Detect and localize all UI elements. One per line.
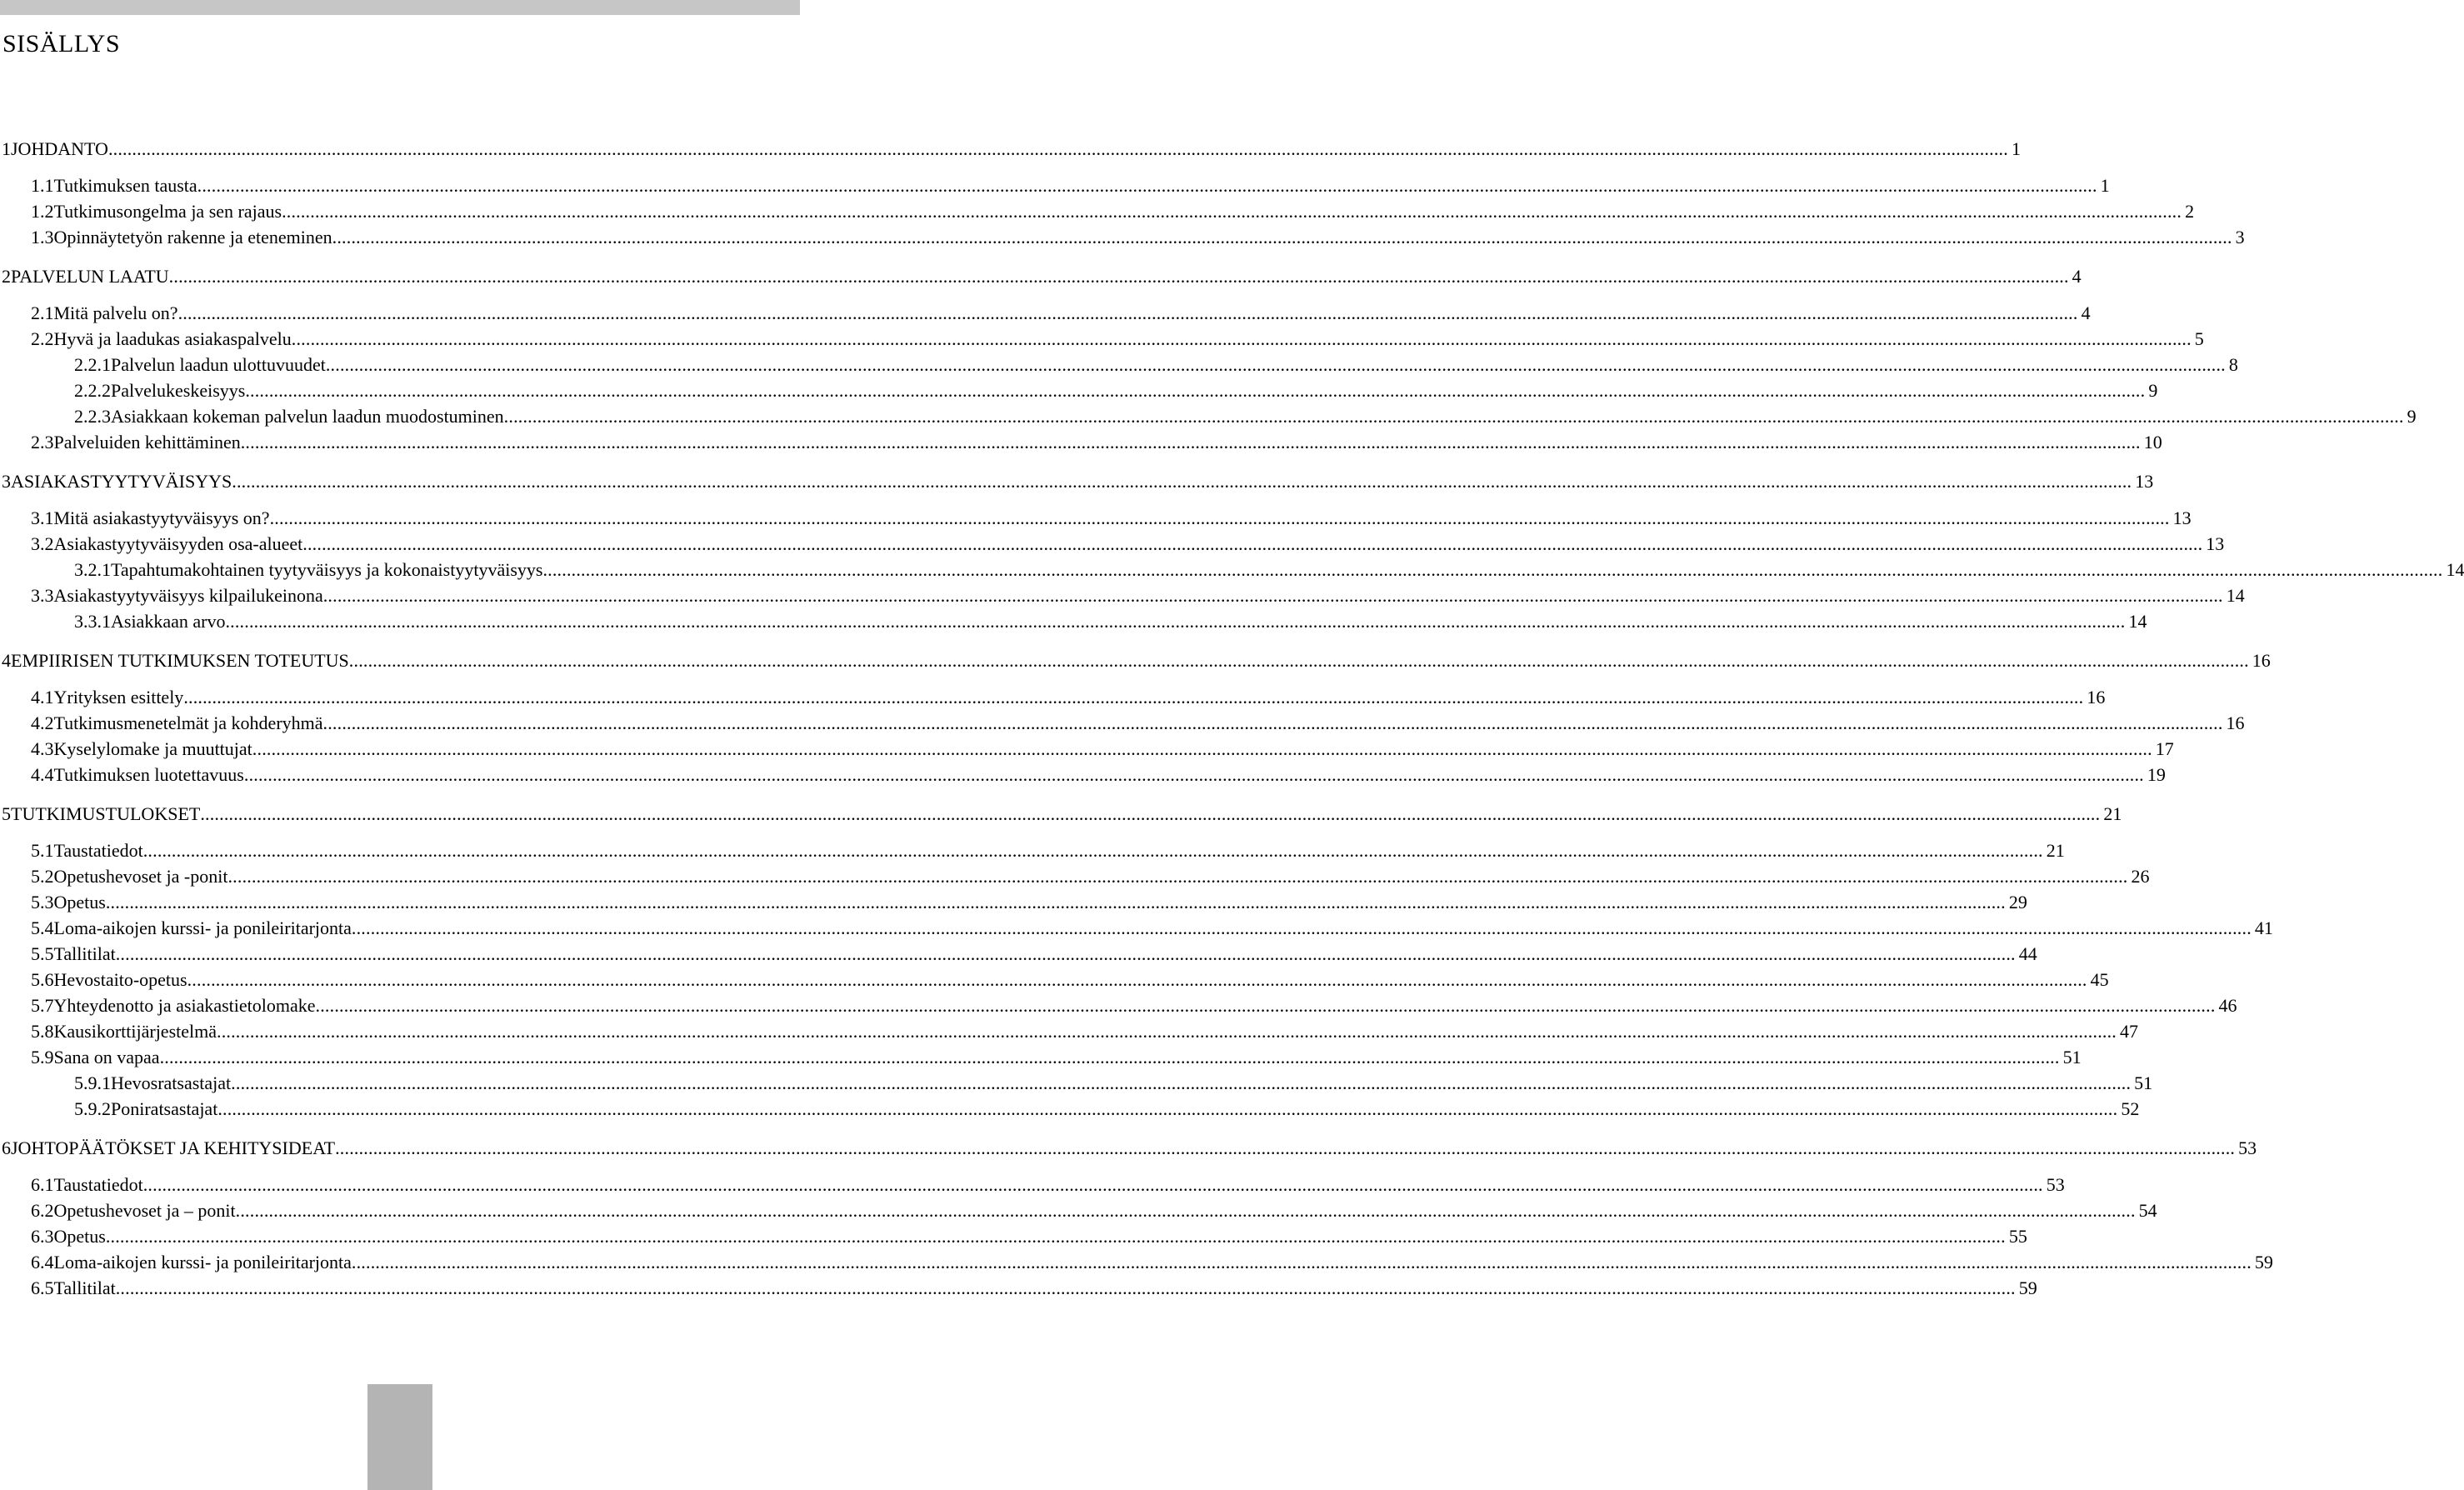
toc-dot-leader: ................................................................................................................................................................................................................................................................................................................................................................................................................ [322, 585, 2223, 606]
toc-dot-leader: ................................................................................................................................................................................................................................................................................................................................................................................................................ [105, 892, 2006, 912]
toc-entry-title: Kyselylomake ja muuttujat [53, 738, 252, 759]
toc-dot-leader: ................................................................................................................................................................................................................................................................................................................................................................................................................ [225, 611, 2126, 632]
toc-entry-number: 4.4 [31, 764, 54, 785]
toc-entry[interactable] [0, 798, 2122, 825]
toc-entry-number: 2.2 [31, 328, 54, 349]
toc-entry-number: 2.1 [31, 302, 54, 323]
toc-entry-page: 45 [2090, 969, 2109, 990]
toc-entry-page: 8 [2228, 354, 2238, 375]
toc-entry-page: 41 [2254, 918, 2273, 938]
toc-entry-page: 44 [2018, 943, 2037, 964]
toc-entry-number: 4.1 [31, 687, 54, 708]
toc-entry-title: Asiakastyytyväisyyden osa-alueet [53, 533, 303, 554]
toc-entry-page: 21 [2046, 840, 2065, 861]
toc-entry[interactable] [31, 323, 2204, 350]
toc-entry-page: 10 [2143, 432, 2162, 452]
toc-entry[interactable] [0, 1132, 2257, 1159]
toc-dot-leader: ................................................................................................................................................................................................................................................................................................................................................................................................................ [187, 969, 2087, 990]
toc-dot-leader: ................................................................................................................................................................................................................................................................................................................................................................................................................ [302, 533, 2203, 554]
toc-entry[interactable] [74, 375, 2158, 402]
toc-entry[interactable] [74, 401, 2417, 428]
toc-entry-page: 4 [2081, 302, 2091, 323]
toc-entry-title: Tutkimuksen luotettavuus [53, 764, 244, 785]
top-border-bar [0, 0, 800, 15]
toc-entry-page: 52 [2121, 1098, 2140, 1119]
toc-entry-page: 21 [2103, 803, 2122, 824]
toc-dot-leader: ................................................................................................................................................................................................................................................................................................................................................................................................................ [243, 764, 2144, 785]
toc-entry-title: Tutkimusongelma ja sen rajaus [53, 201, 282, 222]
toc-entry-title: Opetushevoset ja -ponit [53, 866, 228, 887]
toc-entry-title: Tallitilat [53, 943, 116, 964]
toc-entry-page: 3 [2235, 227, 2245, 248]
toc-entry-title: Mitä palvelu on? [53, 302, 178, 323]
toc-entry-title: Loma-aikojen kurssi- ja ponileiritarjonta [53, 918, 352, 938]
toc-entry-title: Tapahtumakohtainen tyytyväisyys ja kokonaistyytyväisyys [111, 559, 543, 580]
toc-entry-number: 3 [2, 471, 11, 492]
toc-entry-title: Tutkimusmenetelmät ja kohderyhmä [53, 712, 323, 733]
toc-entry-title: Tutkimuksen tausta [53, 175, 197, 196]
toc-entry[interactable] [31, 835, 2065, 862]
toc-dot-leader: ................................................................................................................................................................................................................................................................................................................................................................................................................ [351, 918, 2252, 938]
toc-entry[interactable] [31, 170, 2110, 197]
toc-entry-number: 5.7 [31, 995, 54, 1016]
toc-entry-page: 1 [2100, 175, 2110, 196]
toc-entry[interactable] [31, 708, 2245, 734]
toc-dot-leader: ................................................................................................................................................................................................................................................................................................................................................................................................................ [235, 1200, 2136, 1221]
toc-entry[interactable] [31, 990, 2237, 1017]
toc-entry-page: 59 [2018, 1278, 2037, 1298]
toc-entry-number: 3.3.1 [74, 611, 111, 632]
toc-entry[interactable] [0, 466, 2154, 492]
toc-entry-number: 1.2 [31, 201, 54, 222]
toc-dot-leader: ................................................................................................................................................................................................................................................................................................................................................................................................................ [177, 302, 2078, 323]
toc-entry-number: 5.3 [31, 892, 54, 912]
toc-entry-title: Asiakastyytyväisyys kilpailukeinona [53, 585, 323, 606]
toc-entry[interactable] [31, 427, 2162, 453]
toc-entry[interactable] [0, 133, 2021, 160]
toc-entry-title: Yrityksen esittely [53, 687, 184, 708]
toc-entry[interactable] [74, 554, 2464, 581]
toc-entry-page: 2 [2185, 201, 2195, 222]
toc-entry-page: 1 [2011, 138, 2021, 159]
toc-entry-title: Opinnäytetyön rakenne ja eteneminen [53, 227, 332, 248]
toc-entry-number: 1 [2, 138, 11, 159]
toc-entry-page: 46 [2218, 995, 2237, 1016]
toc-entry-number: 2.2.3 [74, 406, 111, 427]
toc-entry[interactable] [0, 261, 2082, 288]
toc-entry-number: 5.9 [31, 1047, 54, 1068]
toc-entry[interactable] [31, 912, 2273, 939]
toc-dot-leader: ................................................................................................................................................................................................................................................................................................................................................................................................................ [159, 1047, 2060, 1068]
toc-dot-leader: ................................................................................................................................................................................................................................................................................................................................................................................................................ [217, 1021, 2117, 1042]
toc-entry-number: 5.1 [31, 840, 54, 861]
toc-entry-number: 5.8 [31, 1021, 54, 1042]
toc-entry[interactable] [74, 349, 2238, 376]
toc-dot-leader: ................................................................................................................................................................................................................................................................................................................................................................................................................ [291, 328, 2192, 349]
toc-entry-number: 3.3 [31, 585, 54, 606]
toc-dot-leader: ................................................................................................................................................................................................................................................................................................................................................................................................................ [115, 943, 2016, 964]
toc-entry[interactable] [31, 964, 2109, 991]
toc-dot-leader: ................................................................................................................................................................................................................................................................................................................................................................................................................ [115, 1278, 2016, 1298]
toc-dot-leader: ................................................................................................................................................................................................................................................................................................................................................................................................................ [503, 406, 2404, 427]
toc-entry-page: 17 [2155, 738, 2174, 759]
toc-entry-number: 1.1 [31, 175, 54, 196]
toc-entry-title: Kausikorttijärjestelmä [53, 1021, 217, 1042]
toc-entry-page: 51 [2062, 1047, 2082, 1068]
toc-dot-leader: ................................................................................................................................................................................................................................................................................................................................................................................................................ [168, 266, 2069, 287]
toc-dot-leader: ................................................................................................................................................................................................................................................................................................................................................................................................................ [282, 201, 2182, 222]
toc-entry-title: JOHTOPÄÄTÖKSET JA KEHITYSIDEAT [11, 1138, 336, 1158]
toc-entry-number: 6.4 [31, 1252, 54, 1272]
toc-entry-number: 5.6 [31, 969, 54, 990]
toc-entry-page: 19 [2147, 764, 2166, 785]
toc-entry[interactable] [31, 938, 2037, 965]
toc-entry-page: 14 [2128, 611, 2147, 632]
toc-entry-page: 13 [2172, 508, 2192, 528]
toc-entry-page: 55 [2008, 1226, 2027, 1247]
toc-dot-leader: ................................................................................................................................................................................................................................................................................................................................................................................................................ [322, 712, 2223, 733]
toc-entry-title: Opetus [53, 892, 106, 912]
toc-entry-number: 6.5 [31, 1278, 54, 1298]
toc-entry-page: 54 [2138, 1200, 2157, 1221]
toc-entry-number: 2.2.2 [74, 380, 111, 401]
toc-entry-title: Taustatiedot [53, 840, 143, 861]
toc-dot-leader: ................................................................................................................................................................................................................................................................................................................................................................................................................ [245, 380, 2146, 401]
toc-entry[interactable] [0, 645, 2271, 672]
toc-entry[interactable] [74, 1068, 2153, 1094]
toc-entry-title: Asiakkaan arvo [111, 611, 226, 632]
toc-entry-page: 51 [2134, 1072, 2153, 1093]
toc-dot-leader: ................................................................................................................................................................................................................................................................................................................................................................................................................ [142, 1174, 2043, 1195]
toc-entry-page: 4 [2072, 266, 2082, 287]
toc-entry-page: 53 [2046, 1174, 2065, 1195]
toc-entry[interactable] [31, 887, 2027, 913]
toc-entry-page: 13 [2135, 471, 2154, 492]
toc-entry-page: 53 [2238, 1138, 2257, 1158]
toc-entry-number: 3.2.1 [74, 559, 111, 580]
toc-entry-title: EMPIIRISEN TUTKIMUKSEN TOTEUTUS [11, 650, 349, 671]
toc-dot-leader: ................................................................................................................................................................................................................................................................................................................................................................................................................ [348, 650, 2249, 671]
toc-entry-title: Hevosratsastajat [111, 1072, 232, 1093]
toc-entry[interactable] [31, 1169, 2065, 1196]
toc-dot-leader: ................................................................................................................................................................................................................................................................................................................................................................................................................ [107, 138, 2008, 159]
toc-entry-page: 14 [2446, 559, 2464, 580]
toc-dot-leader: ................................................................................................................................................................................................................................................................................................................................................................................................................ [197, 175, 2097, 196]
toc-entry[interactable] [31, 196, 2195, 222]
toc-dot-leader: ................................................................................................................................................................................................................................................................................................................................................................................................................ [252, 738, 2152, 759]
toc-entry-page: 5 [2194, 328, 2204, 349]
page-title: SISÄLLYS [2, 30, 121, 58]
toc-dot-leader: ................................................................................................................................................................................................................................................................................................................................................................................................................ [142, 840, 2043, 861]
toc-dot-leader: ................................................................................................................................................................................................................................................................................................................................................................................................................ [240, 432, 2141, 452]
toc-entry[interactable] [31, 580, 2245, 607]
toc-entry-number: 5.4 [31, 918, 54, 938]
toc-entry-title: Opetus [53, 1226, 106, 1247]
toc-entry-title: ASIAKASTYYTYVÄISYYS [11, 471, 232, 492]
toc-dot-leader: ................................................................................................................................................................................................................................................................................................................................................................................................................ [332, 227, 2232, 248]
toc-dot-leader: ................................................................................................................................................................................................................................................................................................................................................................................................................ [231, 1072, 2132, 1093]
toc-entry-page: 9 [2407, 406, 2417, 427]
toc-entry-number: 1.3 [31, 227, 54, 248]
toc-entry-number: 4.3 [31, 738, 54, 759]
toc-entry-number: 4.2 [31, 712, 54, 733]
toc-dot-leader: ................................................................................................................................................................................................................................................................................................................................................................................................................ [351, 1252, 2252, 1272]
toc-entry-number: 2.3 [31, 432, 54, 452]
toc-entry-number: 2.2.1 [74, 354, 111, 375]
toc-dot-leader: ................................................................................................................................................................................................................................................................................................................................................................................................................ [232, 471, 2132, 492]
toc-entry-title: Poniratsastajat [111, 1098, 218, 1119]
toc-entry-page: 16 [2226, 712, 2245, 733]
toc-dot-leader: ................................................................................................................................................................................................................................................................................................................................................................................................................ [217, 1098, 2118, 1119]
toc-entry[interactable] [31, 1247, 2273, 1273]
toc-entry-page: 59 [2254, 1252, 2273, 1272]
toc-entry[interactable] [31, 733, 2174, 760]
toc-entry-page: 13 [2206, 533, 2225, 554]
toc-dot-leader: ................................................................................................................................................................................................................................................................................................................................................................................................................ [200, 803, 2101, 824]
toc-entry-number: 2 [2, 266, 11, 287]
toc-entry-number: 6.3 [31, 1226, 54, 1247]
toc-entry[interactable] [31, 1042, 2082, 1068]
toc-entry-number: 5 [2, 803, 11, 824]
toc-entry[interactable] [74, 1093, 2140, 1120]
toc-entry-title: Loma-aikojen kurssi- ja ponileiritarjonta [53, 1252, 352, 1272]
toc-entry[interactable] [31, 1195, 2157, 1222]
toc-entry-page: 47 [2120, 1021, 2138, 1042]
toc-entry-title: Asiakkaan kokeman palvelun laadun muodostuminen [111, 406, 504, 427]
toc-entry[interactable] [31, 222, 2245, 248]
toc-entry[interactable] [31, 1221, 2027, 1248]
toc-entry-page: 26 [2131, 866, 2150, 887]
page-number-marker [367, 1384, 432, 1490]
toc-entry[interactable] [31, 298, 2091, 324]
toc-entry-number: 5.9.2 [74, 1098, 111, 1119]
toc-entry-number: 3.1 [31, 508, 54, 528]
toc-entry[interactable] [74, 606, 2147, 632]
toc-entry[interactable] [31, 861, 2150, 888]
toc-entry[interactable] [31, 1016, 2138, 1042]
toc-entry-page: 29 [2008, 892, 2027, 912]
toc-entry-number: 6.1 [31, 1174, 54, 1195]
toc-entry[interactable] [31, 502, 2192, 529]
toc-entry-number: 4 [2, 650, 11, 671]
toc-entry-number: 5.5 [31, 943, 54, 964]
toc-entry-title: Palveluiden kehittäminen [53, 432, 241, 452]
toc-entry-title: Opetushevoset ja – ponit [53, 1200, 236, 1221]
toc-dot-leader: ................................................................................................................................................................................................................................................................................................................................................................................................................ [269, 508, 2170, 528]
toc-dot-leader: ................................................................................................................................................................................................................................................................................................................................................................................................................ [183, 687, 2084, 708]
toc-dot-leader: ................................................................................................................................................................................................................................................................................................................................................................................................................ [325, 354, 2226, 375]
toc-dot-leader: ................................................................................................................................................................................................................................................................................................................................................................................................................ [105, 1226, 2006, 1247]
toc-entry-page: 14 [2226, 585, 2245, 606]
toc-entry[interactable] [31, 1272, 2037, 1299]
toc-entry-title: Tallitilat [53, 1278, 116, 1298]
toc-entry-title: Yhteydenotto ja asiakastietolomake [53, 995, 316, 1016]
toc-entry-title: Palvelukeskeisyys [111, 380, 246, 401]
toc-entry-title: Hevostaito-opetus [53, 969, 187, 990]
toc-entry-page: 9 [2148, 380, 2158, 401]
toc-entry-title: Hyvä ja laadukas asiakaspalvelu [53, 328, 292, 349]
toc-entry-title: PALVELUN LAATU [11, 266, 169, 287]
toc-entry[interactable] [31, 528, 2225, 555]
toc-entry-page: 16 [2087, 687, 2106, 708]
toc-entry-number: 5.9.1 [74, 1072, 111, 1093]
toc-entry-number: 5.2 [31, 866, 54, 887]
toc-entry-number: 6 [2, 1138, 11, 1158]
toc-entry-title: Sana on vapaa [53, 1047, 160, 1068]
toc-dot-leader: ................................................................................................................................................................................................................................................................................................................................................................................................................ [335, 1138, 2236, 1158]
toc-entry[interactable] [31, 759, 2166, 786]
toc-entry-number: 3.2 [31, 533, 54, 554]
toc-dot-leader: ................................................................................................................................................................................................................................................................................................................................................................................................................ [542, 559, 2443, 580]
toc-entry-number: 6.2 [31, 1200, 54, 1221]
toc-dot-leader: ................................................................................................................................................................................................................................................................................................................................................................................................................ [315, 995, 2216, 1016]
toc-entry-title: Mitä asiakastyytyväisyys on? [53, 508, 270, 528]
toc-entry-title: Palvelun laadun ulottuvuudet [111, 354, 326, 375]
toc-entry-page: 16 [2252, 650, 2271, 671]
toc-dot-leader: ................................................................................................................................................................................................................................................................................................................................................................................................................ [227, 866, 2128, 887]
toc-entry-title: Taustatiedot [53, 1174, 143, 1195]
toc-entry[interactable] [31, 682, 2106, 708]
toc-entry-title: JOHDANTO [11, 138, 108, 159]
toc-entry-title: TUTKIMUSTULOKSET [11, 803, 201, 824]
